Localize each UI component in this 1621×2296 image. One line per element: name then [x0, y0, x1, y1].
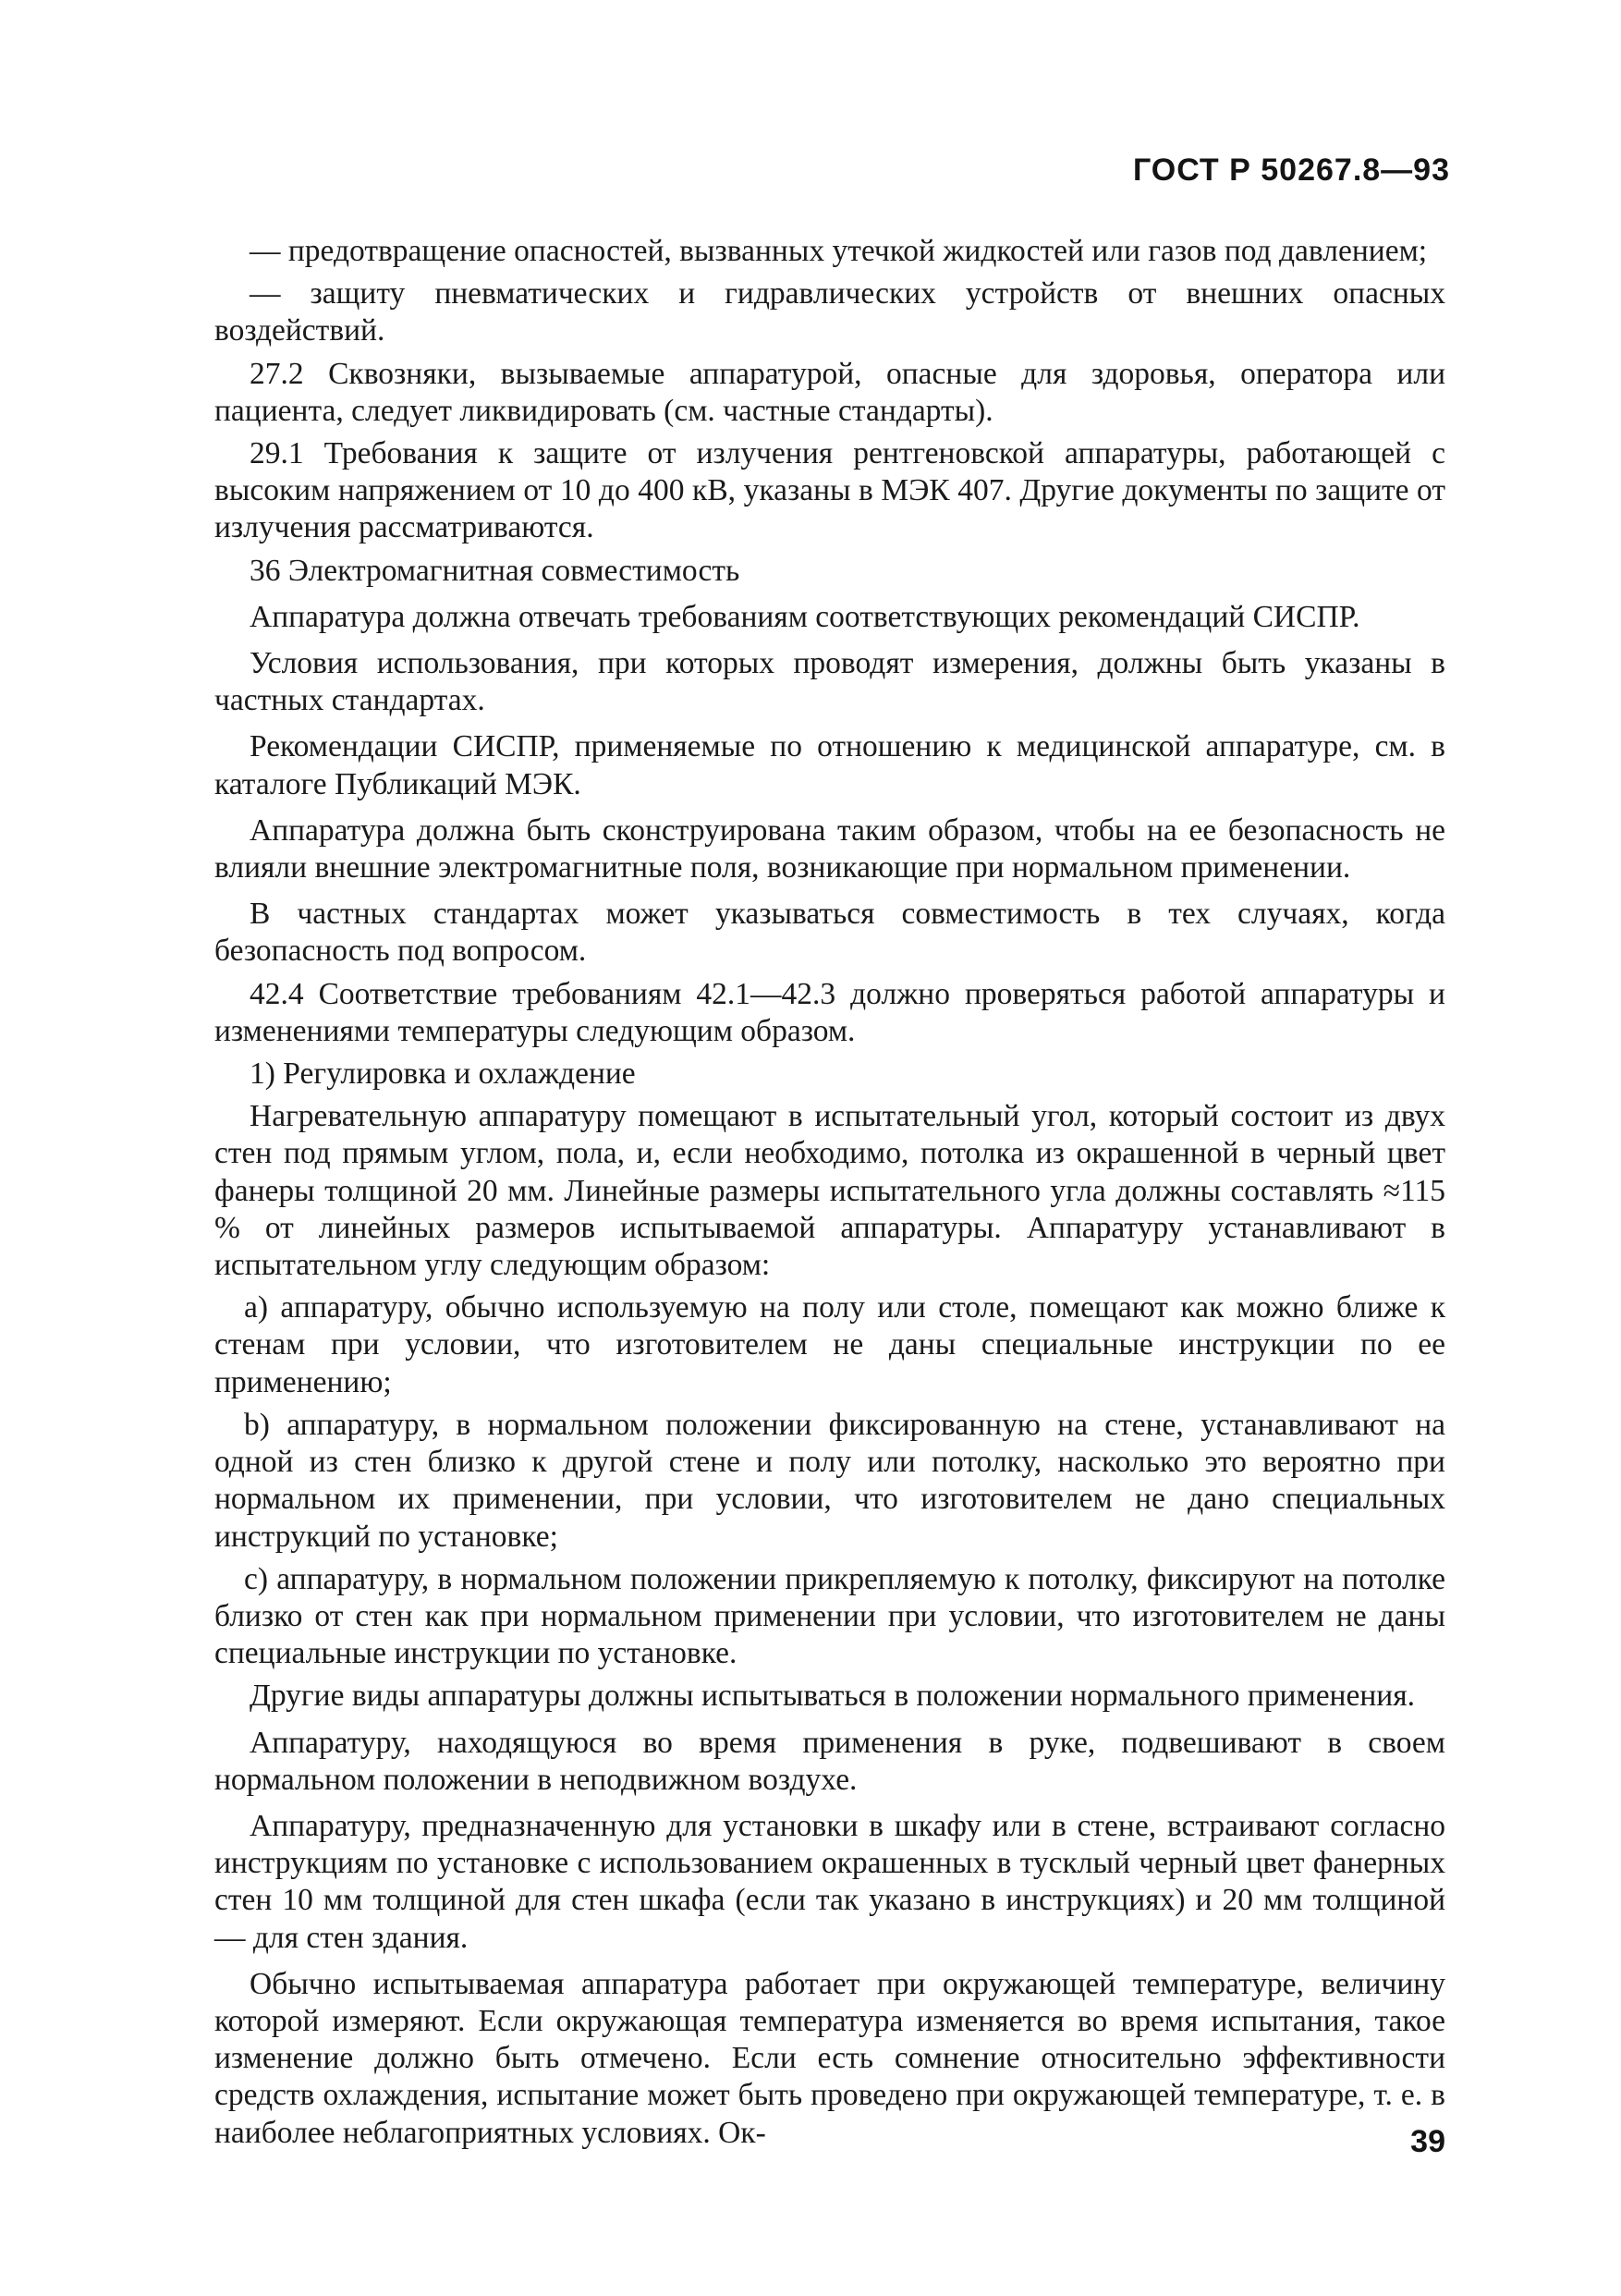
subheading-regulation-cooling: 1) Регулировка и охлаждение	[250, 1056, 636, 1092]
list-item-b-wall-mounted: b) аппаратуру, в нормальном положении фиксированную на стене, устанавливают на одной из стен близко к другой стене и полу или потолку, насколько это вероятно при нормальном их применении, при условии, что изготовителем не дано специальных инструкций по установке;	[214, 1407, 1445, 1554]
paragraph-27-2-drafts: 27.2 Сквозняки, вызываемые аппаратурой, опасные для здоровья, оператора или пациента, следует ликвидировать (см. частные стандарты).	[214, 356, 1445, 428]
paragraph-cispr-catalogue: Рекомендации СИСПР, применяемые по отношению к медицинской аппаратуре, см. в каталоге Публикаций МЭК.	[214, 729, 1445, 801]
document-code-header: ГОСТ Р 50267.8—93	[1132, 153, 1450, 188]
paragraph-handheld-equipment: Аппаратуру, находящуюся во время применения в руке, подвешивают в своем нормальном положении в неподвижном воздухе.	[214, 1725, 1445, 1797]
paragraph-29-1-xray-protection: 29.1 Требования к защите от излучения рентгеновской аппаратуры, работающей с высоким напряжением от 10 до 400 кВ, указаны в МЭК 407. Другие документы по защите от излучения рассматриваются.	[214, 436, 1445, 545]
paragraph-other-equipment: Другие виды аппаратуры должны испытываться в положении нормального применения.	[250, 1679, 1415, 1714]
paragraph-list-item-pneumatic-protection: — защиту пневматических и гидравлических устройств от внешних опасных воздействий.	[214, 276, 1445, 348]
paragraph-measurement-conditions: Условия использования, при которых проводят измерения, должны быть указаны в частных стандартах.	[214, 646, 1445, 718]
paragraph-compatibility-cases: В частных стандартах может указываться совместимость в тех случаях, когда безопасность под вопросом.	[214, 897, 1445, 969]
list-item-c-ceiling-mounted: c) аппаратуру, в нормальном положении прикрепляемую к потолку, фиксируют на потолке близко от стен как при нормальном применении при условии, что изготовителем не даны специальные инструкции по установке.	[214, 1561, 1445, 1671]
paragraph-42-4-compliance: 42.4 Соответствие требованиям 42.1—42.3 должно проверяться работой аппаратуры и изменениями температуры следующим образом.	[214, 976, 1445, 1048]
list-item-a-floor-table: a) аппаратуру, обычно используемую на полу или столе, помещают как можно ближе к стенам при условии, что изготовителем не даны специальные инструкции по ее применению;	[214, 1290, 1445, 1399]
document-body	[214, 233, 1445, 2157]
paragraph-built-in-equipment: Аппаратуру, предназначенную для установки в шкафу или в стене, встраивают согласно инструкциям по установке с использованием окрашенных в тусклый черный цвет фанерных стен 10 мм толщиной для стен шкафа (если так указано в инструкциях) и 20 мм толщиной — для стен здания.	[214, 1808, 1445, 1955]
section-heading-emc: 36 Электромагнитная совместимость	[250, 553, 740, 588]
paragraph-external-fields: Аппаратура должна быть сконструирована таким образом, чтобы на ее безопасность не влияли внешние электромагнитные поля, возникающие при нормальном применении.	[214, 812, 1445, 885]
paragraph-test-corner: Нагревательную аппаратуру помещают в испытательный угол, который состоит из двух стен под прямым углом, пола, и, если необходимо, потолка из окрашенной в черный цвет фанеры толщиной 20 мм. Линейные размеры испытательного угла должны составлять ≈115 % от линейных размеров испытываемой аппаратуры. Аппаратуру устанавливают в испытательном углу следующим образом:	[214, 1099, 1445, 1283]
page-number: 39	[1410, 2124, 1445, 2159]
paragraph-ambient-temperature: Обычно испытываемая аппаратура работает при окружающей температуре, величину которой измеряют. Если окружающая температура изменяется во время испытания, такое изменение должно быть отмечено. Если есть сомнение относительно эффективности средств охлаждения, испытание может быть проведено при окружающей температуре, т. е. в наиболее неблагоприятных условиях. Ок-	[214, 1966, 1445, 2150]
paragraph-cispr-requirements: Аппаратура должна отвечать требованиям соответствующих рекомендаций СИСПР.	[250, 599, 1360, 634]
paragraph-list-item-leak-prevention: — предотвращение опасностей, вызванных утечкой жидкостей или газов под давлением;	[250, 234, 1428, 268]
